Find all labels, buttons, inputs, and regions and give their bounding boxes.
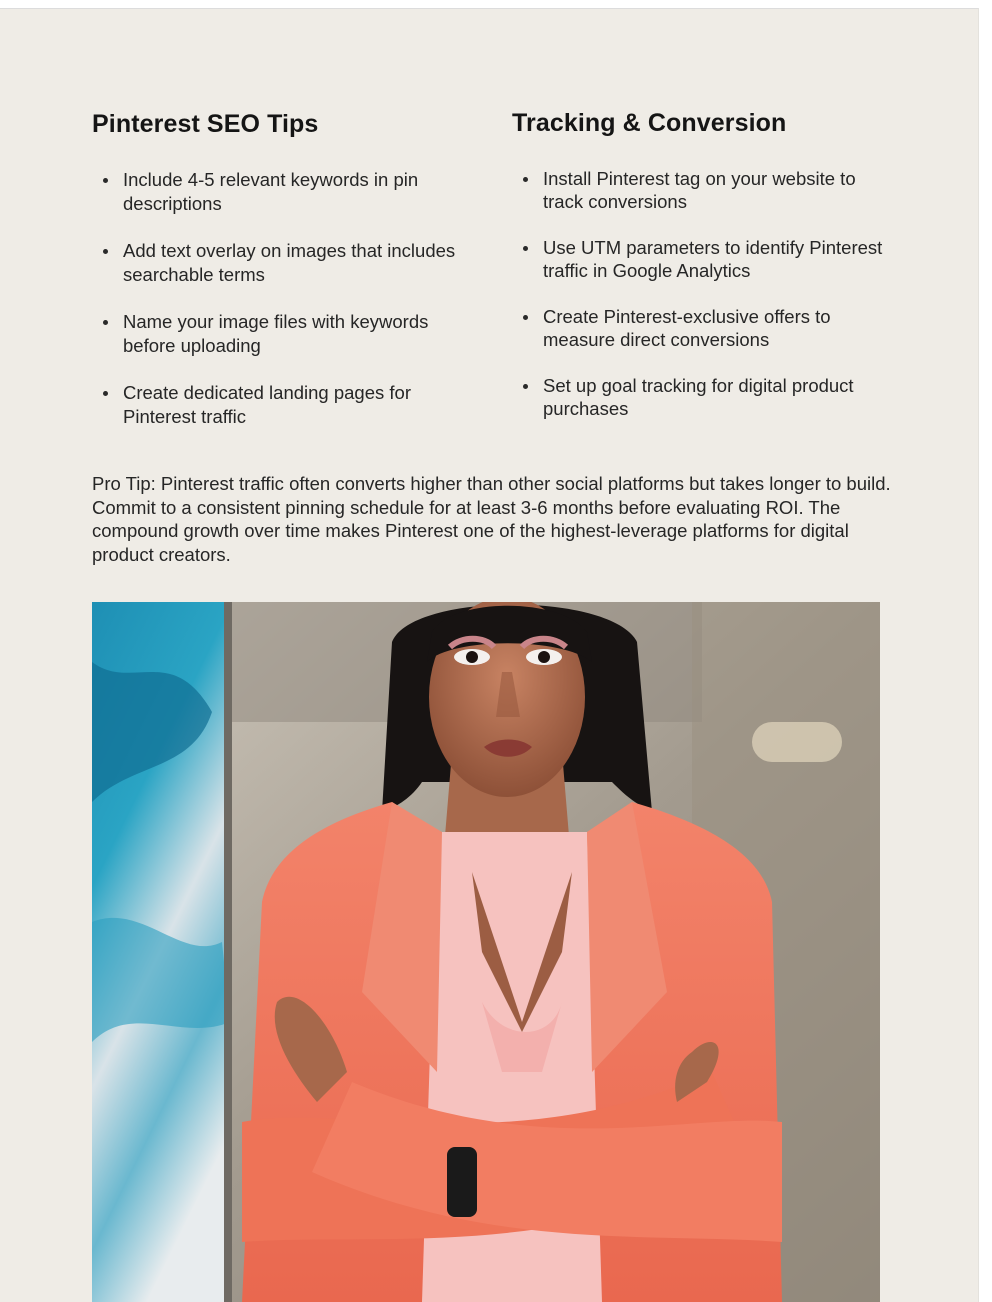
list-item: [512, 236, 892, 282]
seo-tips-heading: Pinterest SEO Tips: [92, 110, 319, 138]
document-page: [0, 8, 979, 1302]
pro-tip-paragraph: Pro Tip: Pinterest traffic often converts higher than other social platforms but takes longer to build. Commit to a consistent pinning schedule for at least 3-6 months before evaluating ROI. The compound growth over time makes Pinterest one of the highest-leverage platforms for digital product creators.: [92, 473, 891, 565]
list-item-text: Use UTM parameters to identify Pinterest traffic in Google Analytics: [543, 237, 883, 281]
tracking-section: [512, 109, 892, 443]
list-item: [92, 239, 472, 287]
seo-tips-list: [92, 168, 472, 429]
list-item-text: Name your image files with keywords before uploading: [123, 311, 429, 356]
bullet-icon: [103, 249, 108, 254]
portrait-photo: [92, 602, 880, 1302]
list-item-text: Set up goal tracking for digital product purchases: [543, 375, 854, 419]
list-item-text: Create dedicated landing pages for Pinterest traffic: [123, 382, 411, 427]
bullet-icon: [523, 315, 528, 320]
tracking-list: [512, 167, 892, 420]
list-item: [92, 168, 472, 216]
list-item: [92, 310, 472, 358]
list-item: [92, 381, 472, 429]
bullet-icon: [103, 320, 108, 325]
list-item-text: Add text overlay on images that includes searchable terms: [123, 240, 456, 285]
tracking-heading: Tracking & Conversion: [512, 109, 787, 137]
list-item-text: Include 4-5 relevant keywords in pin descriptions: [123, 169, 419, 214]
portrait-illustration: [92, 602, 880, 1302]
list-item-text: Install Pinterest tag on your website to track conversions: [543, 168, 856, 212]
seo-tips-section: [92, 109, 472, 452]
list-item: [512, 305, 892, 351]
bullet-icon: [523, 177, 528, 182]
bullet-icon: [103, 391, 108, 396]
bullet-icon: [523, 246, 528, 251]
bullet-icon: [103, 178, 108, 183]
list-item: [512, 374, 892, 420]
bullet-icon: [523, 384, 528, 389]
list-item: [512, 167, 892, 213]
list-item-text: Create Pinterest-exclusive offers to measure direct conversions: [543, 306, 831, 350]
